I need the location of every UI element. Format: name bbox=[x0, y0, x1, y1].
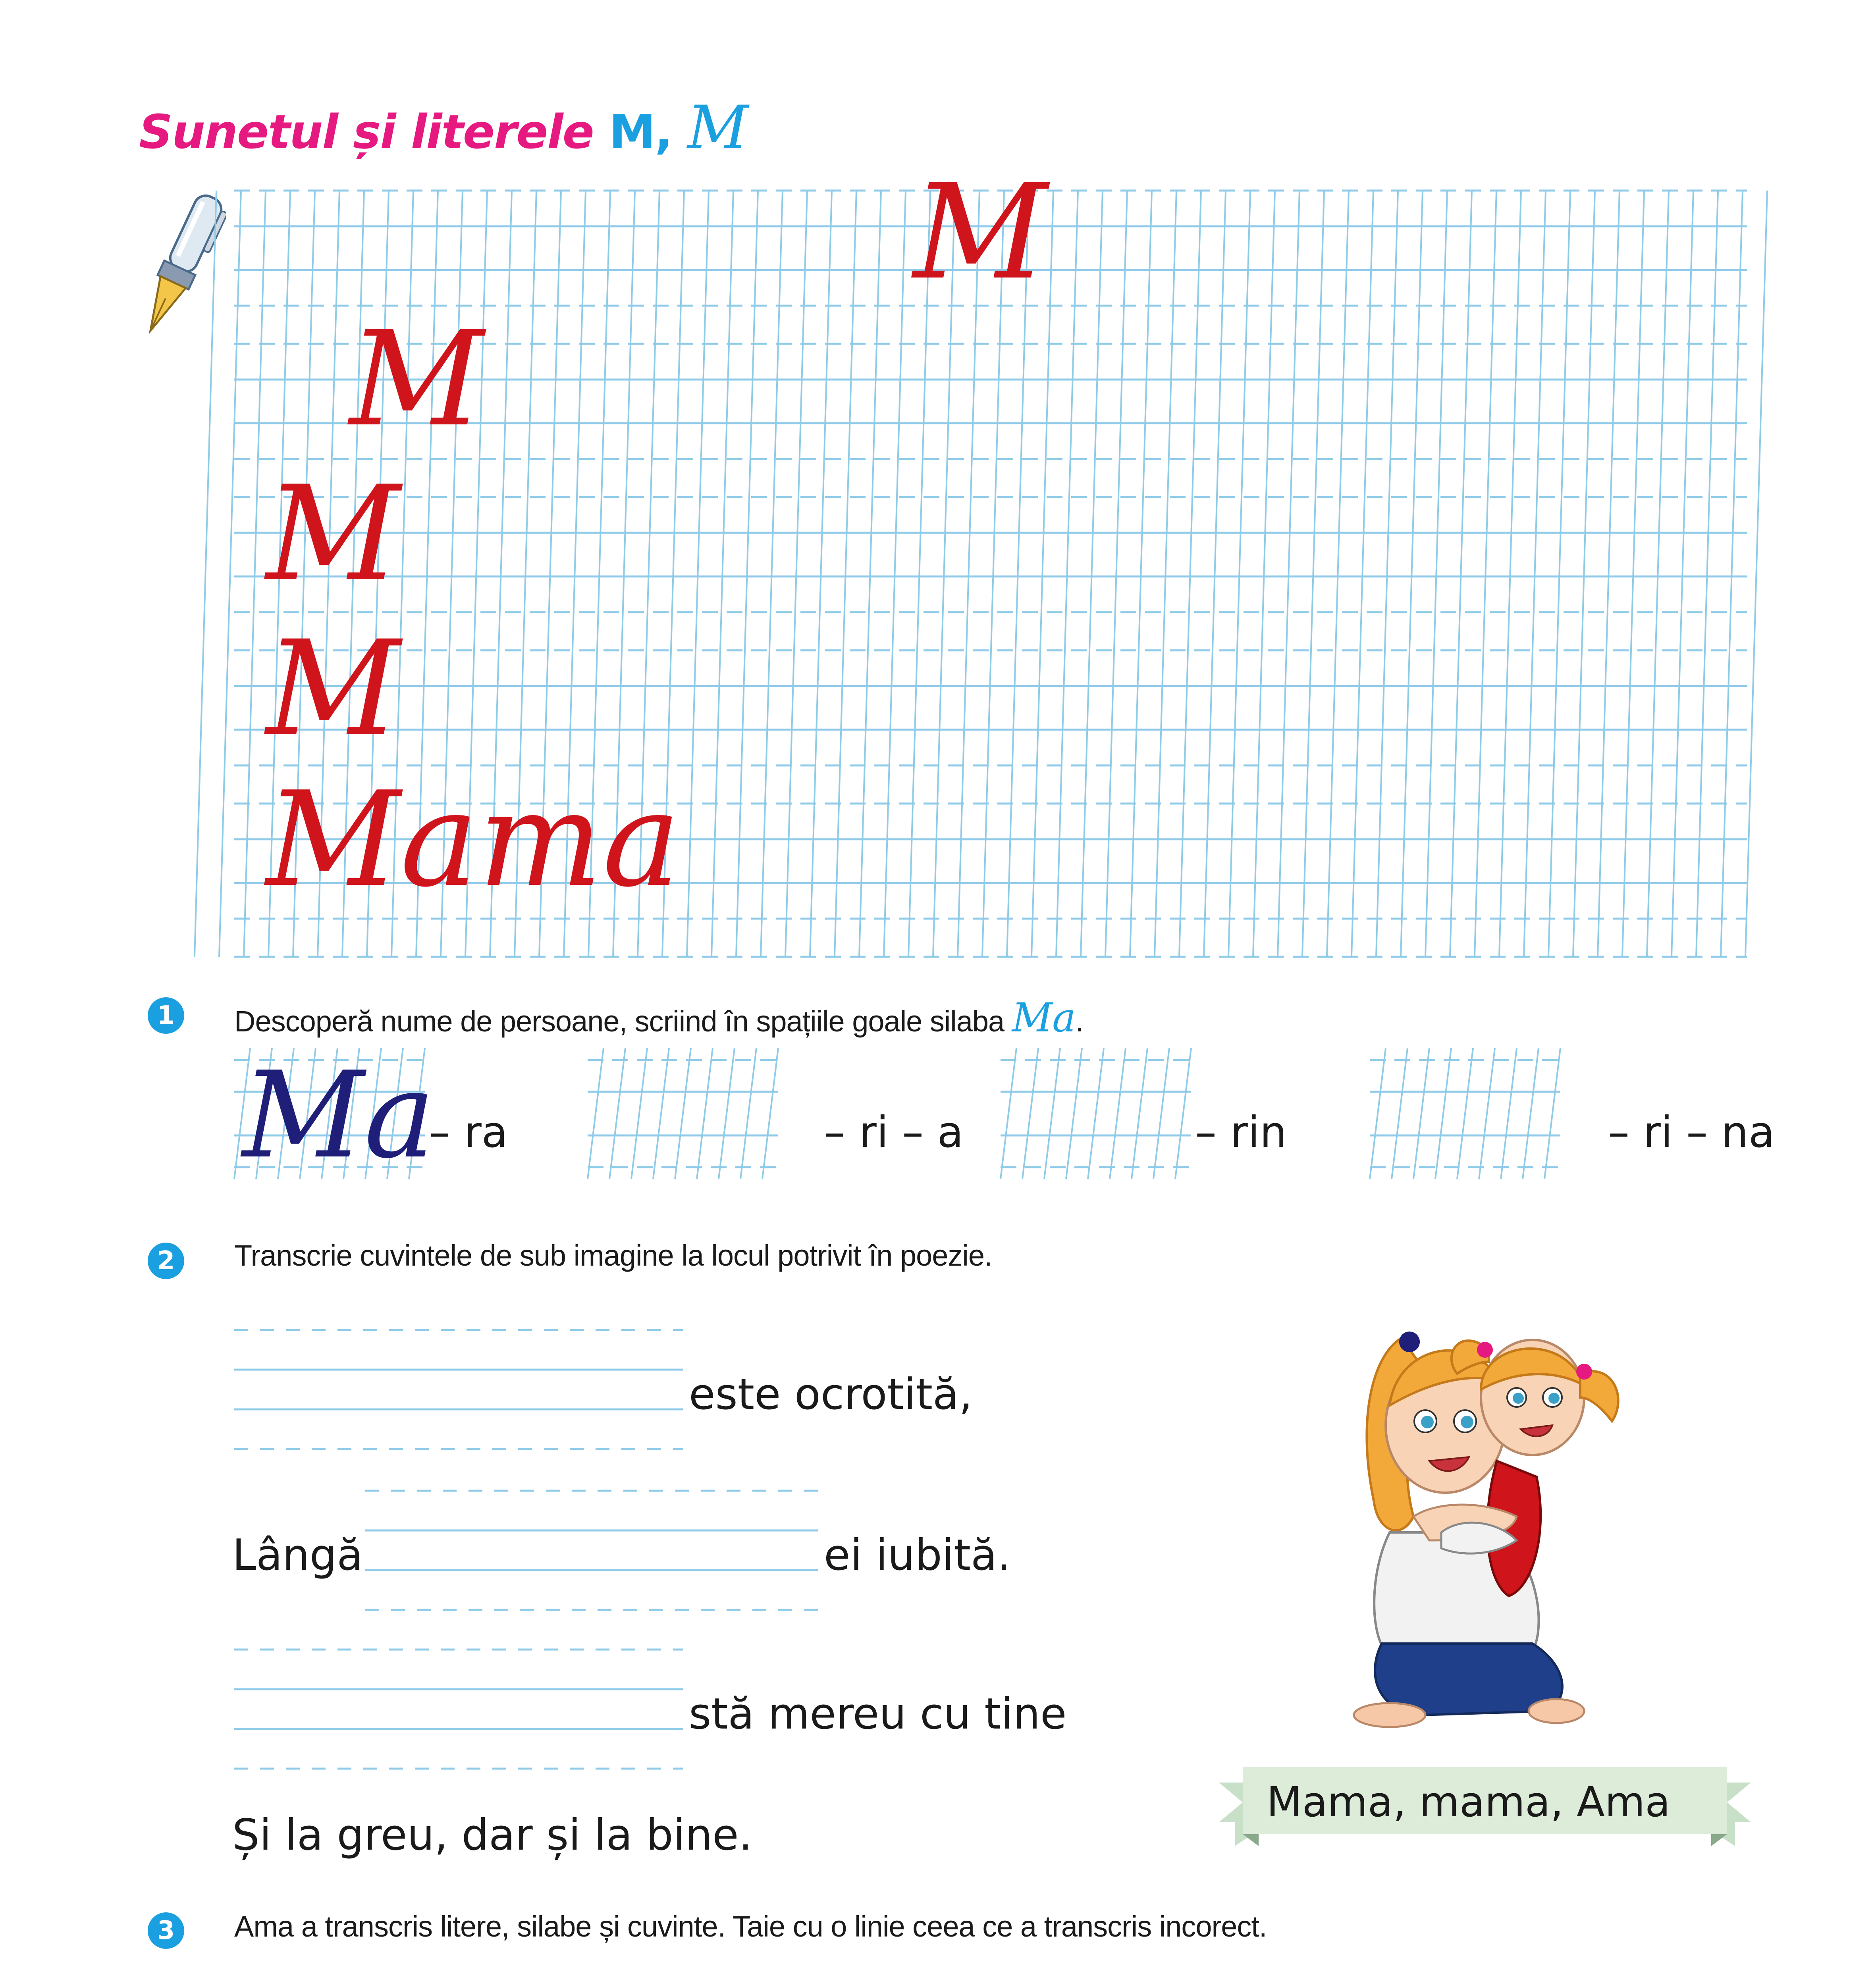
practice-word: Mama bbox=[266, 763, 681, 916]
poem-line: Și la greu, dar și la bine. bbox=[232, 1810, 752, 1860]
exercise-number: 2 bbox=[148, 1243, 184, 1279]
practice-letter: M bbox=[266, 613, 400, 765]
exercise1-instruction: Descoperă nume de persoane, scriind în spațiile goale silaba Ma. bbox=[234, 994, 1084, 1041]
syllable-item: – rin bbox=[1195, 1108, 1287, 1157]
syllable-item: – ri – a bbox=[824, 1108, 964, 1157]
instruction-script-syllable: Ma bbox=[1012, 994, 1076, 1041]
example-syllable: Ma bbox=[242, 1046, 436, 1185]
exercise-number: 1 bbox=[148, 997, 184, 1034]
practice-letter: M bbox=[349, 303, 484, 455]
title-script-letter: M bbox=[687, 93, 748, 162]
poem-line-prefix: Lângă bbox=[232, 1530, 363, 1580]
title-letter: M, bbox=[609, 104, 672, 159]
practice-letter: M bbox=[266, 458, 400, 610]
exercise3-instruction: Ama a transcris litere, silabe și cuvinte. Taie cu o linie ceea ce a transcris incorect. bbox=[234, 1910, 1267, 1943]
exercise2-instruction: Transcrie cuvintele de sub imagine la locul potrivit în poezie. bbox=[234, 1239, 992, 1272]
poem-line: stă mereu cu tine bbox=[689, 1689, 1067, 1739]
syllable-item: – ra bbox=[429, 1108, 508, 1157]
mother-child-illustration bbox=[1310, 1294, 1668, 1731]
banner-words: Mama, mama, Ama bbox=[1267, 1778, 1670, 1826]
practice-letter: M bbox=[913, 156, 1047, 308]
poem-line-suffix: ei iubită. bbox=[824, 1530, 1011, 1580]
title-text: Sunetul și literele bbox=[139, 104, 609, 159]
exercise-number: 3 bbox=[148, 1912, 184, 1949]
poem-line: este ocrotită, bbox=[689, 1370, 973, 1419]
syllable-item: – ri – na bbox=[1608, 1108, 1775, 1157]
